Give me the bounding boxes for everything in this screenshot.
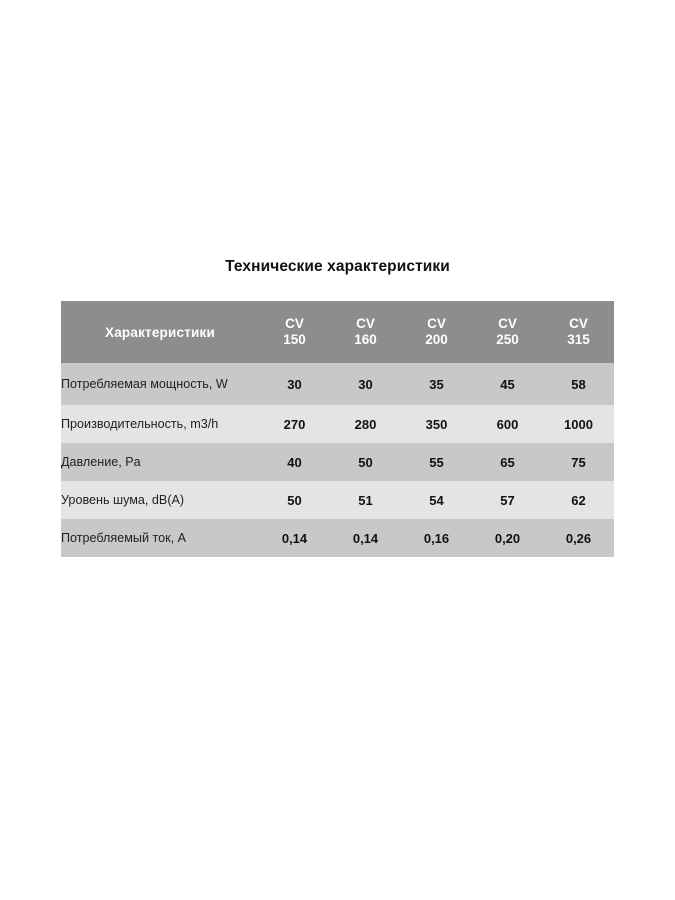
cell-value: 58	[543, 363, 614, 405]
cell-value: 30	[330, 363, 401, 405]
page-title: Технические характеристики	[225, 258, 450, 275]
column-header-cv250	[472, 301, 543, 363]
row-label: Производительность, m3/h	[61, 405, 259, 443]
cell-value: 0,26	[543, 519, 614, 557]
table-header-row	[61, 301, 614, 363]
model-number: 150	[283, 332, 306, 347]
model-prefix: CV	[427, 316, 446, 332]
cell-value: 280	[330, 405, 401, 443]
model-prefix: CV	[285, 316, 304, 332]
cell-value: 0,20	[472, 519, 543, 557]
cell-value: 65	[472, 443, 543, 481]
specifications-table	[61, 301, 614, 557]
cell-value: 0,16	[401, 519, 472, 557]
table-row	[61, 443, 614, 481]
model-prefix: CV	[356, 316, 375, 332]
model-number: 315	[567, 332, 590, 347]
row-label: Уровень шума, dB(A)	[61, 481, 259, 519]
specifications-table-wrapper	[61, 301, 614, 557]
cell-value: 55	[401, 443, 472, 481]
table-row	[61, 363, 614, 405]
cell-value: 75	[543, 443, 614, 481]
cell-value: 350	[401, 405, 472, 443]
column-header-characteristics: Характеристики	[61, 301, 259, 363]
column-header-cv160	[330, 301, 401, 363]
column-header-cv150	[259, 301, 330, 363]
cell-value: 62	[543, 481, 614, 519]
cell-value: 600	[472, 405, 543, 443]
model-prefix: CV	[498, 316, 517, 332]
table-row	[61, 519, 614, 557]
cell-value: 50	[330, 443, 401, 481]
cell-value: 51	[330, 481, 401, 519]
table-body	[61, 363, 614, 557]
cell-value: 270	[259, 405, 330, 443]
cell-value: 35	[401, 363, 472, 405]
table-header	[61, 301, 614, 363]
cell-value: 57	[472, 481, 543, 519]
model-number: 250	[496, 332, 519, 347]
cell-value: 50	[259, 481, 330, 519]
cell-value: 0,14	[330, 519, 401, 557]
column-header-cv200	[401, 301, 472, 363]
cell-value: 1000	[543, 405, 614, 443]
row-label: Давление, Pa	[61, 443, 259, 481]
cell-value: 0,14	[259, 519, 330, 557]
model-prefix: CV	[569, 316, 588, 332]
table-row	[61, 481, 614, 519]
cell-value: 54	[401, 481, 472, 519]
model-number: 200	[425, 332, 448, 347]
cell-value: 45	[472, 363, 543, 405]
cell-value: 40	[259, 443, 330, 481]
row-label: Потребляемый ток, A	[61, 519, 259, 557]
cell-value: 30	[259, 363, 330, 405]
model-number: 160	[354, 332, 377, 347]
column-header-cv315	[543, 301, 614, 363]
table-row	[61, 405, 614, 443]
row-label: Потребляемая мощность, W	[61, 363, 259, 405]
